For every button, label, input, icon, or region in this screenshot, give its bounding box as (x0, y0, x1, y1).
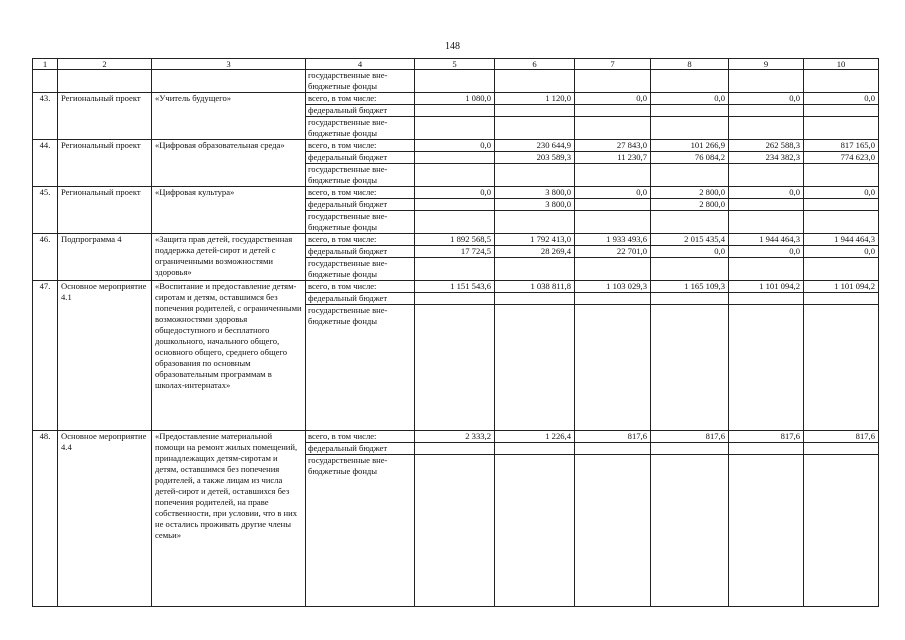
value-cell: 1 165 109,3 (651, 281, 729, 293)
value-cell: 3 800,0 (495, 187, 575, 199)
program-name: «Учитель будущего» (152, 93, 306, 140)
funding-source: всего, в том числе: (306, 234, 415, 246)
value-cell: 2 333,2 (415, 431, 495, 443)
value-cell: 774 623,0 (804, 152, 879, 164)
funding-source: всего, в том числе: (306, 431, 415, 443)
row-index: 45. (33, 187, 58, 234)
value-cell (495, 164, 575, 187)
value-cell: 1 080,0 (415, 93, 495, 105)
funding-source: федеральный бюджет (306, 152, 415, 164)
value-cell: 0,0 (651, 93, 729, 105)
value-cell (575, 258, 651, 281)
column-number: 5 (415, 59, 495, 70)
value-cell: 2 015 435,4 (651, 234, 729, 246)
table-row (33, 93, 879, 105)
value-cell (651, 70, 729, 93)
value-cell: 76 084,2 (651, 152, 729, 164)
value-cell: 1 038 811,8 (495, 281, 575, 293)
table-row (33, 281, 879, 293)
funding-source: всего, в том числе: (306, 140, 415, 152)
table-row (33, 187, 879, 199)
funding-source: всего, в том числе: (306, 187, 415, 199)
value-cell (651, 258, 729, 281)
funding-source: федеральный бюджет (306, 199, 415, 211)
row-index: 47. (33, 281, 58, 431)
table-row (33, 431, 879, 443)
value-cell (415, 258, 495, 281)
value-cell (495, 70, 575, 93)
value-cell (804, 211, 879, 234)
cell-empty (152, 70, 306, 93)
program-type: Региональный проект (58, 140, 152, 187)
value-cell: 2 800,0 (651, 199, 729, 211)
column-number: 2 (58, 59, 152, 70)
value-cell: 2 800,0 (651, 187, 729, 199)
continuation-row (33, 70, 879, 93)
value-cell: 28 269,4 (495, 246, 575, 258)
value-cell: 1 792 413,0 (495, 234, 575, 246)
value-cell: 1 151 543,6 (415, 281, 495, 293)
value-cell (415, 305, 495, 431)
funding-source: государственные вне-бюджетные фонды (306, 70, 415, 93)
value-cell (495, 117, 575, 140)
value-cell: 817,6 (651, 431, 729, 443)
column-number: 6 (495, 59, 575, 70)
value-cell (729, 105, 804, 117)
value-cell: 101 266,9 (651, 140, 729, 152)
value-cell (415, 164, 495, 187)
value-cell: 0,0 (651, 246, 729, 258)
column-number: 4 (306, 59, 415, 70)
value-cell (495, 105, 575, 117)
value-cell (495, 305, 575, 431)
value-cell: 0,0 (804, 246, 879, 258)
value-cell (415, 293, 495, 305)
row-index: 46. (33, 234, 58, 281)
page-number: 148 (445, 41, 460, 52)
column-number: 7 (575, 59, 651, 70)
value-cell (729, 443, 804, 455)
value-cell: 1 892 568,5 (415, 234, 495, 246)
value-cell (415, 117, 495, 140)
value-cell: 262 588,3 (729, 140, 804, 152)
value-cell: 0,0 (804, 93, 879, 105)
value-cell: 27 843,0 (575, 140, 651, 152)
column-number: 3 (152, 59, 306, 70)
funding-source: государственные вне-бюджетные фонды (306, 455, 415, 607)
value-cell: 0,0 (804, 187, 879, 199)
value-cell: 1 101 094,2 (804, 281, 879, 293)
value-cell (804, 164, 879, 187)
value-cell (804, 105, 879, 117)
value-cell: 0,0 (729, 187, 804, 199)
program-name: «Предоставление материальной помощи на ремонт жилых помещений, принадлежащих детям-сиротам и детям, оставшимся без попечения родителей, а также лицам из числа детей-сирот и детей, оставшихся без попечения родителей, на праве собственности, при условии, что в них не остались проживать другие члены семьи» (152, 431, 306, 607)
value-cell: 0,0 (415, 140, 495, 152)
value-cell (415, 70, 495, 93)
value-cell: 0,0 (575, 187, 651, 199)
value-cell: 817,6 (575, 431, 651, 443)
value-cell (651, 455, 729, 607)
value-cell: 0,0 (729, 93, 804, 105)
column-number: 10 (804, 59, 879, 70)
value-cell: 22 701,0 (575, 246, 651, 258)
value-cell (575, 164, 651, 187)
value-cell: 817,6 (804, 431, 879, 443)
value-cell (729, 164, 804, 187)
program-name: «Воспитание и предоставление детям-сиротам и детям, оставшимся без попечения родителей, с ограниченными возможностями здоровья общедоступного и бесплатного дошкольного, начального общего, основного общего, среднего общего образования по основным образовательным программам в школах-интернатах» (152, 281, 306, 431)
value-cell: 3 800,0 (495, 199, 575, 211)
value-cell (729, 258, 804, 281)
table-row (33, 234, 879, 246)
value-cell: 1 933 493,6 (575, 234, 651, 246)
value-cell: 817 165,0 (804, 140, 879, 152)
value-cell (804, 305, 879, 431)
cell-empty (58, 70, 152, 93)
program-type: Подпрограмма 4 (58, 234, 152, 281)
value-cell: 1 944 464,3 (804, 234, 879, 246)
value-cell (804, 117, 879, 140)
value-cell (651, 117, 729, 140)
value-cell: 11 230,7 (575, 152, 651, 164)
funding-source: федеральный бюджет (306, 105, 415, 117)
program-name: «Цифровая культура» (152, 187, 306, 234)
value-cell (415, 455, 495, 607)
program-type: Основное мероприятие 4.1 (58, 281, 152, 431)
program-type: Основное мероприятие 4.4 (58, 431, 152, 607)
column-number: 1 (33, 59, 58, 70)
value-cell: 1 120,0 (495, 93, 575, 105)
value-cell: 0,0 (415, 187, 495, 199)
value-cell (415, 199, 495, 211)
value-cell (495, 211, 575, 234)
value-cell (575, 455, 651, 607)
funding-source: всего, в том числе: (306, 93, 415, 105)
value-cell (729, 293, 804, 305)
value-cell (729, 305, 804, 431)
value-cell (804, 293, 879, 305)
row-index: 44. (33, 140, 58, 187)
funding-source: всего, в том числе: (306, 281, 415, 293)
column-number-row (33, 59, 879, 70)
program-type: Региональный проект (58, 187, 152, 234)
value-cell (495, 455, 575, 607)
value-cell (575, 211, 651, 234)
funding-source: государственные вне-бюджетные фонды (306, 305, 415, 431)
value-cell (651, 105, 729, 117)
table-row (33, 140, 879, 152)
value-cell (651, 443, 729, 455)
value-cell (651, 293, 729, 305)
funding-source: государственные вне-бюджетные фонды (306, 164, 415, 187)
value-cell (729, 455, 804, 607)
funding-source: федеральный бюджет (306, 443, 415, 455)
value-cell: 234 382,3 (729, 152, 804, 164)
funding-source: государственные вне-бюджетные фонды (306, 211, 415, 234)
value-cell (495, 293, 575, 305)
value-cell: 230 644,9 (495, 140, 575, 152)
value-cell (575, 443, 651, 455)
value-cell (575, 70, 651, 93)
value-cell (575, 105, 651, 117)
value-cell: 1 944 464,3 (729, 234, 804, 246)
column-number: 8 (651, 59, 729, 70)
value-cell: 0,0 (575, 93, 651, 105)
value-cell (495, 258, 575, 281)
value-cell: 17 724,5 (415, 246, 495, 258)
value-cell (804, 443, 879, 455)
value-cell (415, 211, 495, 234)
funding-source: федеральный бюджет (306, 293, 415, 305)
funding-source: государственные вне-бюджетные фонды (306, 117, 415, 140)
value-cell: 1 101 094,2 (729, 281, 804, 293)
cell-empty (33, 70, 58, 93)
value-cell (575, 117, 651, 140)
program-name: «Защита прав детей, государственная поддержка детей-сирот и детей с ограниченными возможностями здоровья» (152, 234, 306, 281)
row-index: 43. (33, 93, 58, 140)
value-cell (729, 199, 804, 211)
column-number: 9 (729, 59, 804, 70)
value-cell (575, 293, 651, 305)
value-cell (729, 211, 804, 234)
value-cell (415, 443, 495, 455)
value-cell (804, 258, 879, 281)
value-cell (415, 152, 495, 164)
row-index: 48. (33, 431, 58, 607)
value-cell (804, 199, 879, 211)
value-cell (575, 199, 651, 211)
program-type: Региональный проект (58, 93, 152, 140)
value-cell: 817,6 (729, 431, 804, 443)
value-cell: 0,0 (729, 246, 804, 258)
value-cell (651, 211, 729, 234)
value-cell (729, 117, 804, 140)
value-cell (651, 164, 729, 187)
value-cell (415, 105, 495, 117)
funding-source: федеральный бюджет (306, 246, 415, 258)
value-cell: 1 226,4 (495, 431, 575, 443)
value-cell (804, 70, 879, 93)
value-cell (495, 443, 575, 455)
value-cell (575, 305, 651, 431)
value-cell (729, 70, 804, 93)
value-cell: 203 589,3 (495, 152, 575, 164)
value-cell (804, 455, 879, 607)
program-name: «Цифровая образовательная среда» (152, 140, 306, 187)
value-cell (651, 305, 729, 431)
value-cell: 1 103 029,3 (575, 281, 651, 293)
funding-source: государственные вне-бюджетные фонды (306, 258, 415, 281)
budget-table (32, 58, 879, 607)
